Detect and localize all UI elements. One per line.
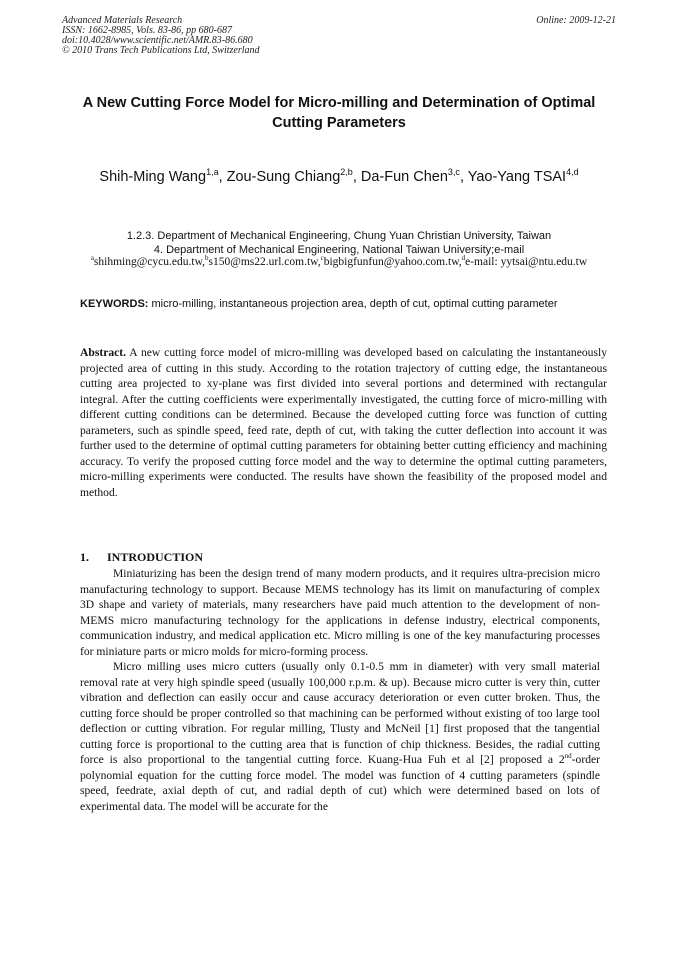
author-list [70,167,608,188]
email-mark: a [90,254,94,263]
email-address[interactable]: shihming@cycu.edu.tw, [93,256,206,268]
section-heading [80,550,203,565]
section-title: INTRODUCTION [107,550,204,564]
email-address[interactable]: e-mail: yytsai@ntu.edu.tw [465,256,588,268]
author-name: Shih-Ming Wang [99,169,207,185]
affiliation-line: 4. Department of Mechanical Engineering, National Taiwan University;e-mail [153,244,525,256]
affiliation-line: 1.2.3. Department of Mechanical Engineering, Chung Yuan Christian University, Taiwan [126,230,552,242]
author-affil-mark: 4,d [566,167,579,178]
paragraph [80,659,600,814]
abstract [80,345,607,500]
paragraph-text: -order polynomial equation for the cutting force model. The model was function of 4 cutting parameters (spindle speed, feedrate, axial depth of cut, and radial depth of cut) which were determined based on lots of experimental data. The model will be accurate for the [80,753,600,813]
journal-name: Advanced Materials Research [62,15,183,26]
email-mark: c [320,254,324,263]
journal-copyright: © 2010 Trans Tech Publications Ltd, Switzerland [62,45,260,56]
email-mark: d [461,254,466,263]
keywords-text: micro-milling, instantaneous projection area, depth of cut, optimal cutting parameter [148,298,558,310]
author-emails [70,255,608,269]
journal-header [62,16,260,56]
introduction-body [80,566,600,814]
paragraph-text: Micro milling uses micro cutters (usually only 0.1-0.5 mm in diameter) with very small material removal rate at very high spindle speed (usually 100,000 r.p.m. & up). Because micro cutter is very thin, cutter vibration and deflection can easily occur and cause accuracy deterioration or even cutter broken. Thus, the cutting force should be proper controlled so that machining can be performed without existing of too large tool deflection or cutting vibration. For regular milling, Tlusty and McNeil [1] first proposed that the tangential cutting force is proportional to the cutting area that is function of chip thickness. Besides, the radial cutting force is also proportional to the tangential cutting force. Kuang-Hua Fuh et al [2] proposed a 2 [80,660,600,766]
email-address[interactable]: bigbigfunfun@yahoo.com.tw, [323,256,462,268]
paragraph: Miniaturizing has been the design trend of many modern products, and it requires ultra-precision micro manufacturing technology to support. Because MEMS technology has its limit on manufacturing of complex 3D shape and variety of materials, many researchers have paid much attention to the development of non-MEMS micro manufacturing technology for the applications in defense industry, electrical components, communication industry, and medical application etc. Micro milling is one of the key manufacturing processes for miniature parts or micro molds for micro-forming process. [80,567,600,658]
journal-issn: ISSN: 1662-8985, Vols. 83-86, pp 680-687 [62,25,232,36]
email-address[interactable]: s150@ms22.url.com.tw, [208,256,321,268]
journal-doi: doi:10.4028/www.scientific.net/AMR.83-86.680 [62,35,253,46]
abstract-text: A new cutting force model of micro-milling was developed based on calculating the instantaneously projected area of cutting in this study. According to the rotation trajectory of cutting edge, the instantaneous cutting area projected to xy-plane was first divided into several portions and determined with rectangular integral. After the cutting coefficients were experimentally investigated, the cutting force of micro-milling with different cutting conditions can be determined. Because the developed cutting force was function of cutting parameters, such as spindle speed, feed rate, depth of cut, with taking the cutter deflection into account it was further used to the determine of optimal cutting parameters for obtaining better cutting efficiency and machining accuracy. To verify the proposed cutting force model and the way to determine the optimal cutting parameters, micro-milling experiments were conducted. The results have shown the feasibility of the proposed model and method. [80,346,607,499]
author-affil-mark: 1,a [206,167,219,178]
keywords-label: KEYWORDS: [80,298,149,310]
author-name: , Da-Fun Chen [352,169,448,185]
online-date: Online: 2009-12-21 [536,15,616,26]
abstract-label: Abstract. [80,346,127,359]
author-affil-mark: 3,c [447,167,460,178]
author-name: , Yao-Yang TSAI [459,169,567,185]
author-affil-mark: 2,b [340,167,353,178]
keywords [80,296,599,312]
email-mark: b [205,254,209,263]
affiliations [70,229,608,257]
author-name: , Zou-Sung Chiang [218,169,341,185]
ordinal-suffix: nd [564,752,572,761]
paper-title: A New Cutting Force Model for Micro-milling and Determination of Optimal Cutting Parameters [82,95,596,131]
section-number: 1. [80,550,89,564]
